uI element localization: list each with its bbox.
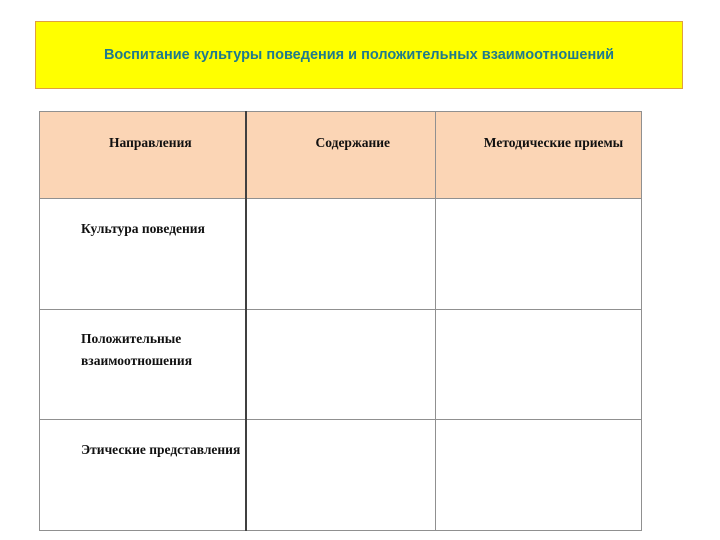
row-label: Положительные взаимоотношения [40,310,246,420]
content-table [39,111,642,531]
table-cell [436,310,642,420]
table-cell [246,420,436,531]
table-row [40,199,642,310]
row-label: Этические представления [40,420,246,531]
table-cell [436,199,642,310]
header-content: Содержание [246,112,436,199]
table-row [40,420,642,531]
table-row [40,310,642,420]
header-directions: Направления [40,112,246,199]
table-header-row [40,112,642,199]
header-methods: Методические приемы [436,112,642,199]
table-cell [246,199,436,310]
table-cell [246,310,436,420]
slide-title: Воспитание культуры поведения и положительных взаимоотношений [103,47,615,63]
table-cell [436,420,642,531]
title-banner [35,21,683,89]
row-label: Культура поведения [40,199,246,310]
